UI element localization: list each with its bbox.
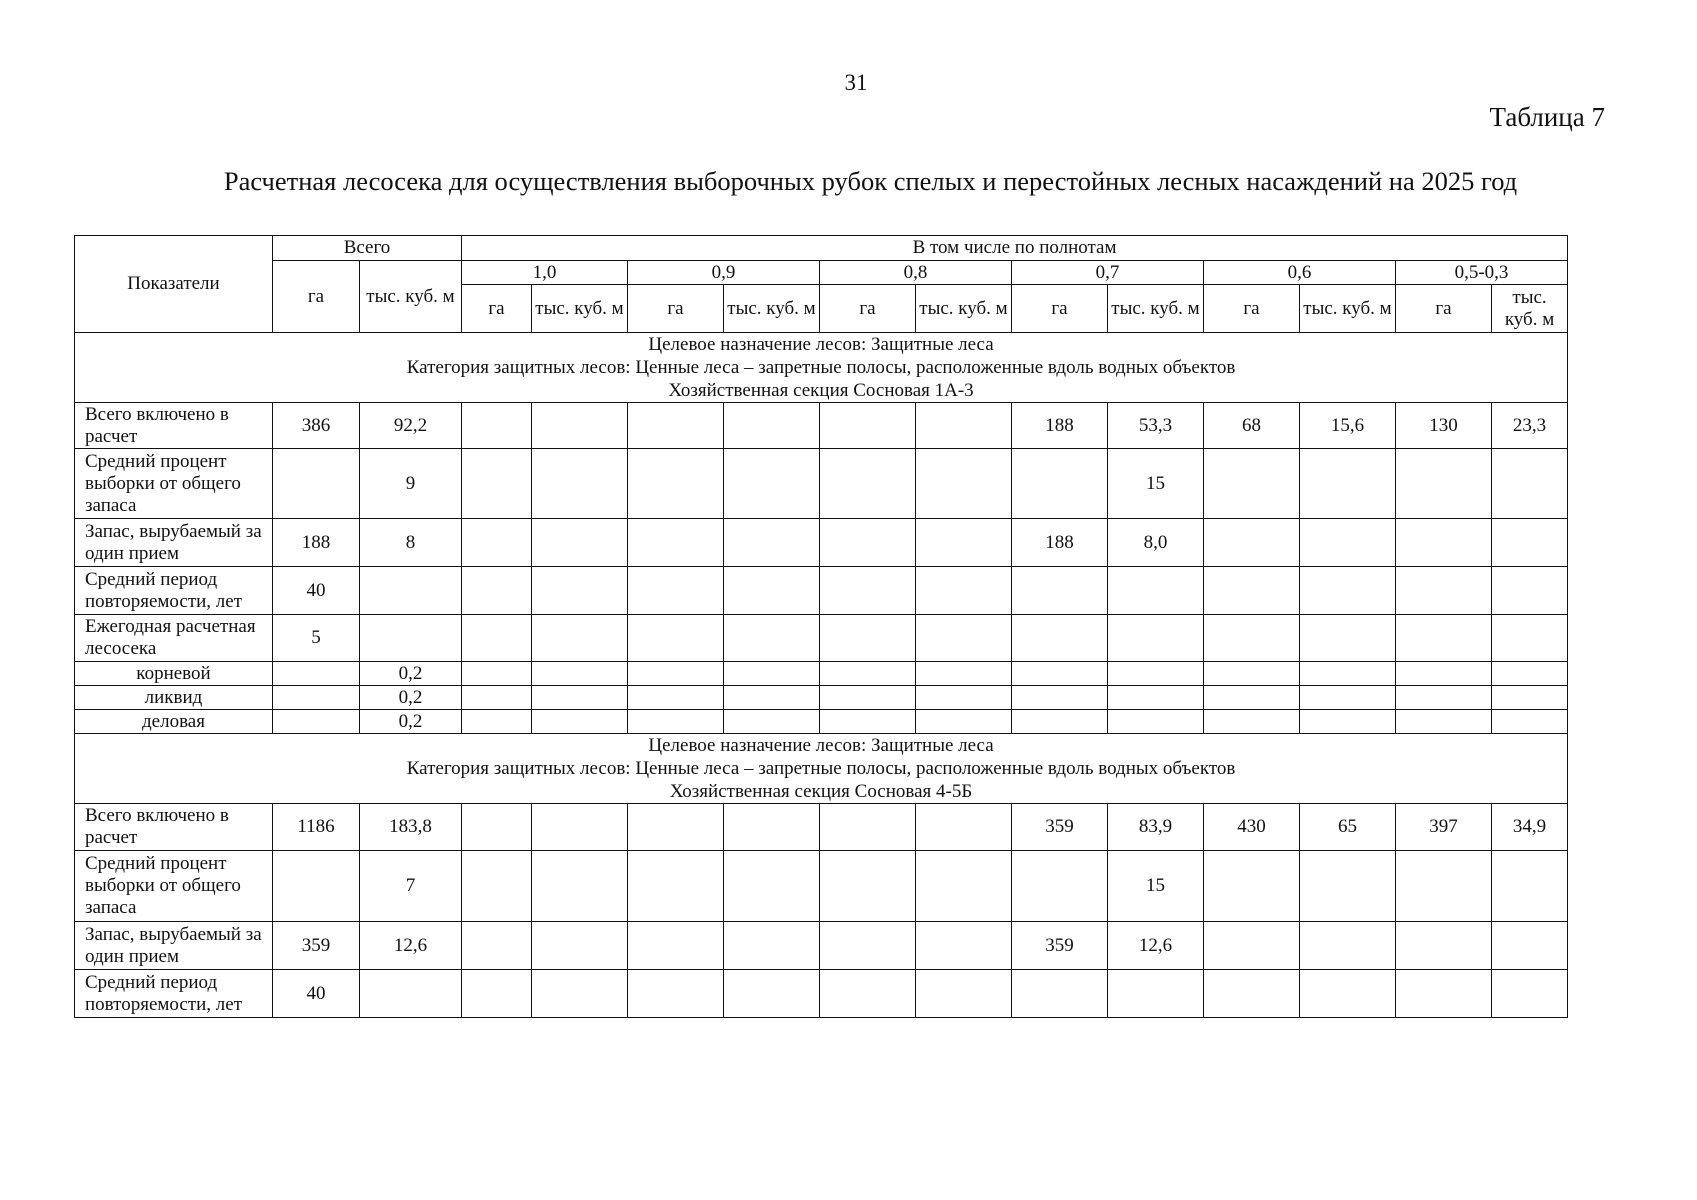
table-cell <box>1108 567 1204 615</box>
table-cell <box>1012 851 1108 922</box>
table-cell: 5 <box>273 615 360 662</box>
table-cell: 7 <box>360 851 462 922</box>
table-cell <box>1300 710 1396 734</box>
row-label: Всего включено в расчет <box>75 403 273 449</box>
table-cell <box>820 567 916 615</box>
table-cell <box>1492 662 1568 686</box>
header-density-group: 1,0 <box>462 261 628 285</box>
table-cell <box>1108 615 1204 662</box>
table-cell: 188 <box>1012 519 1108 567</box>
header-indicators: Показатели <box>75 236 273 333</box>
table-cell <box>273 710 360 734</box>
table-cell <box>532 662 628 686</box>
table-cell <box>1492 567 1568 615</box>
section-header-line: Хозяйственная секция Сосновая 4-5Б <box>669 781 973 802</box>
table-cell <box>462 922 532 970</box>
table-cell <box>532 851 628 922</box>
table-cell <box>1108 686 1204 710</box>
header-ha: га <box>820 285 916 333</box>
row-label: Средний процент выборки от общего запаса <box>75 851 273 922</box>
table-header <box>75 236 1568 333</box>
table-cell: 40 <box>273 567 360 615</box>
table-cell <box>628 615 724 662</box>
header-density-group: 0,8 <box>820 261 1012 285</box>
table-cell <box>1492 710 1568 734</box>
header-density-group: 0,7 <box>1012 261 1204 285</box>
table-cell <box>532 922 628 970</box>
table-cell <box>916 662 1012 686</box>
table-cell: 68 <box>1204 403 1300 449</box>
table-cell <box>628 403 724 449</box>
row-label: Средний период повторяемости, лет <box>75 970 273 1018</box>
table-cell <box>1492 615 1568 662</box>
section-header <box>75 333 1568 403</box>
table-cell <box>1396 567 1492 615</box>
table-cell: 8 <box>360 519 462 567</box>
section-header-row <box>75 734 1568 804</box>
table-cell <box>1396 449 1492 519</box>
table-cell <box>462 449 532 519</box>
table-cell: 130 <box>1396 403 1492 449</box>
table-cell <box>1396 710 1492 734</box>
table-cell <box>1012 567 1108 615</box>
table-cell <box>820 710 916 734</box>
table-cell <box>462 710 532 734</box>
table-cell <box>1012 662 1108 686</box>
table-row <box>75 804 1568 851</box>
table-cell: 92,2 <box>360 403 462 449</box>
table-cell <box>1204 686 1300 710</box>
table-cell <box>1300 851 1396 922</box>
table-cell <box>462 519 532 567</box>
table-cell <box>916 710 1012 734</box>
row-label: Запас, вырубаемый за один прием <box>75 519 273 567</box>
table-cell <box>724 922 820 970</box>
table-cell <box>532 449 628 519</box>
row-label: Средний период повторяемости, лет <box>75 567 273 615</box>
table-cell <box>628 970 724 1018</box>
table-cell <box>462 851 532 922</box>
table-cell <box>1012 615 1108 662</box>
table-cell <box>1396 851 1492 922</box>
table-cell <box>916 403 1012 449</box>
table-cell <box>820 662 916 686</box>
table-cell <box>724 662 820 686</box>
table-cell <box>724 686 820 710</box>
table-cell <box>1012 970 1108 1018</box>
table-cell <box>1300 519 1396 567</box>
table-cell: 386 <box>273 403 360 449</box>
table-cell <box>462 804 532 851</box>
section-header-line: Хозяйственная секция Сосновая 1А-3 <box>668 380 974 401</box>
table-cell <box>916 804 1012 851</box>
table-row <box>75 567 1568 615</box>
table-row <box>75 970 1568 1018</box>
table-cell: 397 <box>1396 804 1492 851</box>
table-cell: 15,6 <box>1300 403 1396 449</box>
table-cell <box>820 970 916 1018</box>
table-cell: 83,9 <box>1108 804 1204 851</box>
table-cell <box>1396 922 1492 970</box>
table-cell: 359 <box>1012 804 1108 851</box>
table-cell <box>1396 519 1492 567</box>
table-cell <box>1300 449 1396 519</box>
header-density-group: 0,6 <box>1204 261 1396 285</box>
table-cell <box>916 615 1012 662</box>
section-header-line: Категория защитных лесов: Ценные леса – запретные полосы, расположенные вдоль водных объектов <box>406 758 1236 779</box>
table-cell <box>916 449 1012 519</box>
table-cell <box>532 710 628 734</box>
header-volume: тыс. куб. м <box>916 285 1012 333</box>
table-cell <box>1396 662 1492 686</box>
section-header-line: Целевое назначение лесов: Защитные леса <box>648 735 994 756</box>
table-cell <box>1492 686 1568 710</box>
table-cell: 65 <box>1300 804 1396 851</box>
table-cell: 1186 <box>273 804 360 851</box>
table-cell: 34,9 <box>1492 804 1568 851</box>
table-row <box>75 710 1568 734</box>
table-row <box>75 615 1568 662</box>
table-cell <box>273 851 360 922</box>
header-total-ha: га <box>273 261 360 333</box>
table-cell: 0,2 <box>360 710 462 734</box>
table-cell <box>820 686 916 710</box>
table-cell <box>724 403 820 449</box>
header-including: В том числе по полнотам <box>462 236 1568 261</box>
table-row <box>75 686 1568 710</box>
header-volume: тыс. куб. м <box>1108 285 1204 333</box>
table-cell <box>1492 922 1568 970</box>
table-cell: 23,3 <box>1492 403 1568 449</box>
table-cell <box>628 686 724 710</box>
table-cell <box>1396 615 1492 662</box>
section-header <box>75 734 1568 804</box>
section-header-line: Категория защитных лесов: Ценные леса – запретные полосы, расположенные вдоль водных объектов <box>406 357 1236 378</box>
table-cell <box>532 970 628 1018</box>
table-cell: 188 <box>273 519 360 567</box>
table-cell <box>1300 686 1396 710</box>
table-cell <box>273 662 360 686</box>
table-cell <box>628 662 724 686</box>
table-cell <box>1396 686 1492 710</box>
section-header-row <box>75 333 1568 403</box>
table-cell <box>628 851 724 922</box>
table-cell <box>916 519 1012 567</box>
table-cell: 183,8 <box>360 804 462 851</box>
table-cell <box>820 615 916 662</box>
header-ha: га <box>1012 285 1108 333</box>
table-cell: 15 <box>1108 449 1204 519</box>
table-cell <box>1012 710 1108 734</box>
table-cell <box>628 449 724 519</box>
table-cell <box>628 567 724 615</box>
table-cell <box>360 615 462 662</box>
table-cell <box>820 851 916 922</box>
table-cell <box>916 851 1012 922</box>
table-row <box>75 922 1568 970</box>
table-row <box>75 851 1568 922</box>
table-cell: 15 <box>1108 851 1204 922</box>
table-cell <box>532 567 628 615</box>
table-cell <box>1300 922 1396 970</box>
table-cell: 12,6 <box>360 922 462 970</box>
table-label: Таблица 7 <box>1489 102 1605 132</box>
row-label: ликвид <box>75 686 273 710</box>
header-volume: тыс. куб. м <box>1492 285 1568 333</box>
table-cell <box>1108 662 1204 686</box>
row-label: Всего включено в расчет <box>75 804 273 851</box>
table-cell <box>462 686 532 710</box>
header-volume: тыс. куб. м <box>1300 285 1396 333</box>
table-cell <box>360 970 462 1018</box>
table-cell <box>1012 449 1108 519</box>
table-cell <box>532 519 628 567</box>
table-cell <box>724 567 820 615</box>
row-label: деловая <box>75 710 273 734</box>
table-row <box>75 662 1568 686</box>
table-cell: 53,3 <box>1108 403 1204 449</box>
table-cell <box>724 615 820 662</box>
table-cell <box>1300 567 1396 615</box>
header-volume: тыс. куб. м <box>724 285 820 333</box>
row-label: Ежегодная расчетная лесосека <box>75 615 273 662</box>
table-cell <box>628 922 724 970</box>
table-cell <box>360 567 462 615</box>
table-cell <box>1204 615 1300 662</box>
table-cell <box>1396 970 1492 1018</box>
table-cell: 12,6 <box>1108 922 1204 970</box>
table-cell: 8,0 <box>1108 519 1204 567</box>
table-cell <box>724 449 820 519</box>
table-cell <box>1204 662 1300 686</box>
table-cell <box>1300 662 1396 686</box>
table-cell <box>462 567 532 615</box>
table-cell <box>532 686 628 710</box>
header-density-group: 0,9 <box>628 261 820 285</box>
table-cell <box>1492 851 1568 922</box>
table-cell <box>1204 710 1300 734</box>
table-cell <box>820 403 916 449</box>
table-cell <box>1300 970 1396 1018</box>
table-cell <box>273 686 360 710</box>
table-cell <box>532 615 628 662</box>
table-row <box>75 519 1568 567</box>
table-cell <box>628 519 724 567</box>
table-cell <box>724 851 820 922</box>
table-cell: 359 <box>273 922 360 970</box>
table-cell <box>724 519 820 567</box>
table-cell <box>628 804 724 851</box>
table-row <box>75 403 1568 449</box>
table-cell <box>1204 970 1300 1018</box>
table-cell: 40 <box>273 970 360 1018</box>
table-cell <box>462 970 532 1018</box>
forest-cutting-table <box>74 235 1568 1018</box>
table-cell: 0,2 <box>360 662 462 686</box>
table-cell <box>1204 567 1300 615</box>
header-ha: га <box>1396 285 1492 333</box>
table-cell <box>724 804 820 851</box>
header-volume: тыс. куб. м <box>532 285 628 333</box>
table-cell <box>532 804 628 851</box>
table-cell <box>820 519 916 567</box>
row-label: Средний процент выборки от общего запаса <box>75 449 273 519</box>
table-body <box>75 333 1568 1018</box>
table-cell <box>1492 970 1568 1018</box>
table-cell <box>724 970 820 1018</box>
table-cell: 0,2 <box>360 686 462 710</box>
table-cell <box>1012 686 1108 710</box>
table-cell <box>532 403 628 449</box>
table-row <box>75 449 1568 519</box>
header-density-group: 0,5-0,3 <box>1396 261 1568 285</box>
header-ha: га <box>1204 285 1300 333</box>
table-cell <box>1204 449 1300 519</box>
table-cell <box>820 922 916 970</box>
header-ha: га <box>628 285 724 333</box>
document-title: Расчетная лесосека для осуществления выборочных рубок спелых и перестойных лесных насаждений на 2025 год <box>223 166 1518 196</box>
table-cell <box>916 567 1012 615</box>
page-number: 31 <box>844 70 868 95</box>
table-cell <box>1108 710 1204 734</box>
table-cell: 359 <box>1012 922 1108 970</box>
table-cell <box>1204 922 1300 970</box>
table-cell <box>820 449 916 519</box>
table-cell <box>462 403 532 449</box>
table-cell <box>273 449 360 519</box>
table-cell <box>1204 851 1300 922</box>
header-ha: га <box>462 285 532 333</box>
table-cell <box>916 970 1012 1018</box>
table-cell <box>1492 519 1568 567</box>
section-header-line: Целевое назначение лесов: Защитные леса <box>648 334 994 355</box>
table-cell <box>820 804 916 851</box>
table-cell <box>462 662 532 686</box>
table-cell <box>628 710 724 734</box>
table-cell <box>1300 615 1396 662</box>
header-total: Всего <box>273 236 462 261</box>
row-label: корневой <box>75 662 273 686</box>
table-cell <box>1108 970 1204 1018</box>
table-cell <box>916 922 1012 970</box>
table-cell <box>916 686 1012 710</box>
row-label: Запас, вырубаемый за один прием <box>75 922 273 970</box>
table-cell: 188 <box>1012 403 1108 449</box>
table-cell <box>724 710 820 734</box>
table-cell: 9 <box>360 449 462 519</box>
header-total-volume: тыс. куб. м <box>360 261 462 333</box>
table-cell: 430 <box>1204 804 1300 851</box>
table-cell <box>1204 519 1300 567</box>
table-cell <box>1492 449 1568 519</box>
table-cell <box>462 615 532 662</box>
